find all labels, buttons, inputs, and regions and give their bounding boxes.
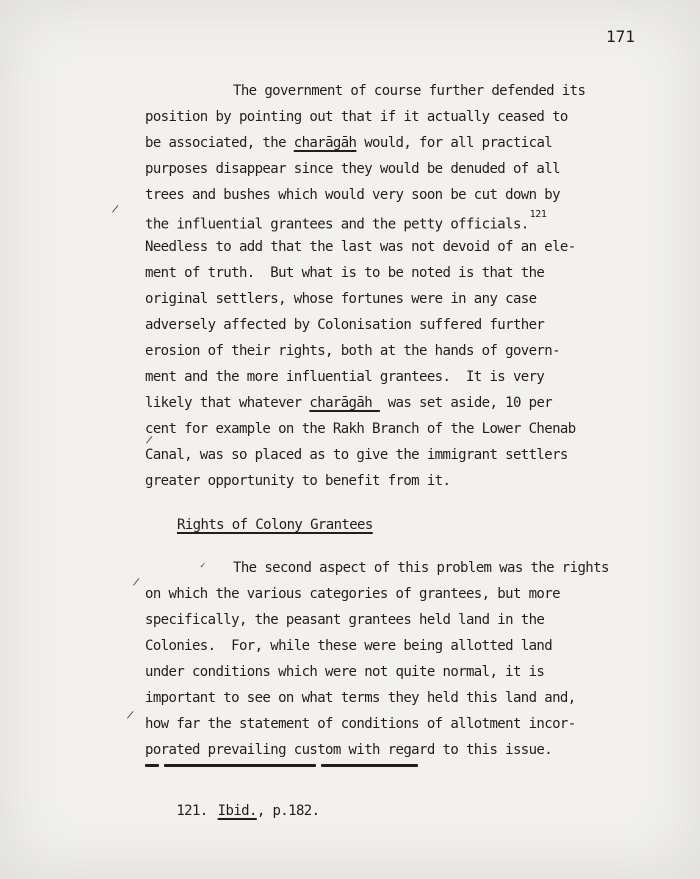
footnote-number: 121. xyxy=(176,803,208,819)
text-line: The second aspect of this problem was the rights xyxy=(233,560,609,576)
text-line: cent for example on the Rakh Branch of the Lower Chenab xyxy=(145,421,576,437)
text-segment: likely that whatever xyxy=(145,395,310,411)
text-line: purposes disappear since they would be denuded of all xyxy=(145,161,560,177)
text-line: erosion of their rights, both at the hands of govern- xyxy=(145,343,560,359)
section-heading: Rights of Colony Grantees xyxy=(177,517,373,533)
text-line: Needless to add that the last was not devoid of an ele- xyxy=(145,239,576,255)
footnote-separator xyxy=(145,764,418,767)
text-line: ment of truth. But what is to be noted is that the xyxy=(145,265,545,281)
pencil-tick-icon: / xyxy=(144,434,154,447)
text-line: The government of course further defended its xyxy=(233,83,586,99)
separator-dash xyxy=(164,764,316,767)
text-line: greater opportunity to benefit from it. xyxy=(145,473,451,489)
pencil-check-icon: ✓ xyxy=(200,561,206,571)
text-line: specifically, the peasant grantees held land in the xyxy=(145,612,545,628)
text-line: under conditions which were not quite normal, it is xyxy=(145,664,545,680)
footnote xyxy=(145,772,319,850)
pencil-tick-icon: / xyxy=(131,576,141,589)
text-line: trees and bushes which would very soon be cut down by xyxy=(145,187,560,203)
paragraph-1 xyxy=(145,78,585,494)
text-line: Canal, was so placed as to give the immigrant settlers xyxy=(145,447,568,463)
text-segment: would, for all practical xyxy=(356,135,553,151)
text-line: original settlers, whose fortunes were in any case xyxy=(145,291,537,307)
text-line: ment and the more influential grantees. It is very xyxy=(145,369,545,385)
underlined-term: charāgāh xyxy=(293,135,357,151)
footnote-ref-underlined: Ibid. xyxy=(217,803,257,819)
text-line: adversely affected by Colonisation suffered further xyxy=(145,317,545,333)
underlined-term: charāgāh xyxy=(309,395,380,411)
separator-dash xyxy=(145,764,159,767)
text-line: important to see on what terms they held this land and, xyxy=(145,690,576,706)
footnote-text: , p.182. xyxy=(256,803,320,819)
page-number: 171 xyxy=(606,27,635,46)
text-line: porated prevailing custom with regard to this issue. xyxy=(145,742,553,758)
text-line xyxy=(145,208,585,234)
text-line: Colonies. For, while these were being allotted land xyxy=(145,638,553,654)
text-line: position by pointing out that if it actually ceased to xyxy=(145,109,568,125)
footnote-marker: 121 xyxy=(529,209,547,220)
text-segment: was set aside, 10 per xyxy=(379,395,553,411)
pencil-tick-icon: / xyxy=(125,709,135,722)
text-segment: the influential grantees and the petty officials. xyxy=(145,216,529,233)
text-line: on which the various categories of grantees, but more xyxy=(145,586,560,602)
text-line xyxy=(145,130,585,156)
text-line: how far the statement of conditions of allotment incor- xyxy=(145,716,576,732)
paragraph-2 xyxy=(145,555,609,763)
text-segment: be associated, the xyxy=(145,135,294,151)
pencil-tick-icon: / xyxy=(110,203,120,216)
text-line xyxy=(145,390,585,416)
separator-dash xyxy=(321,764,418,767)
